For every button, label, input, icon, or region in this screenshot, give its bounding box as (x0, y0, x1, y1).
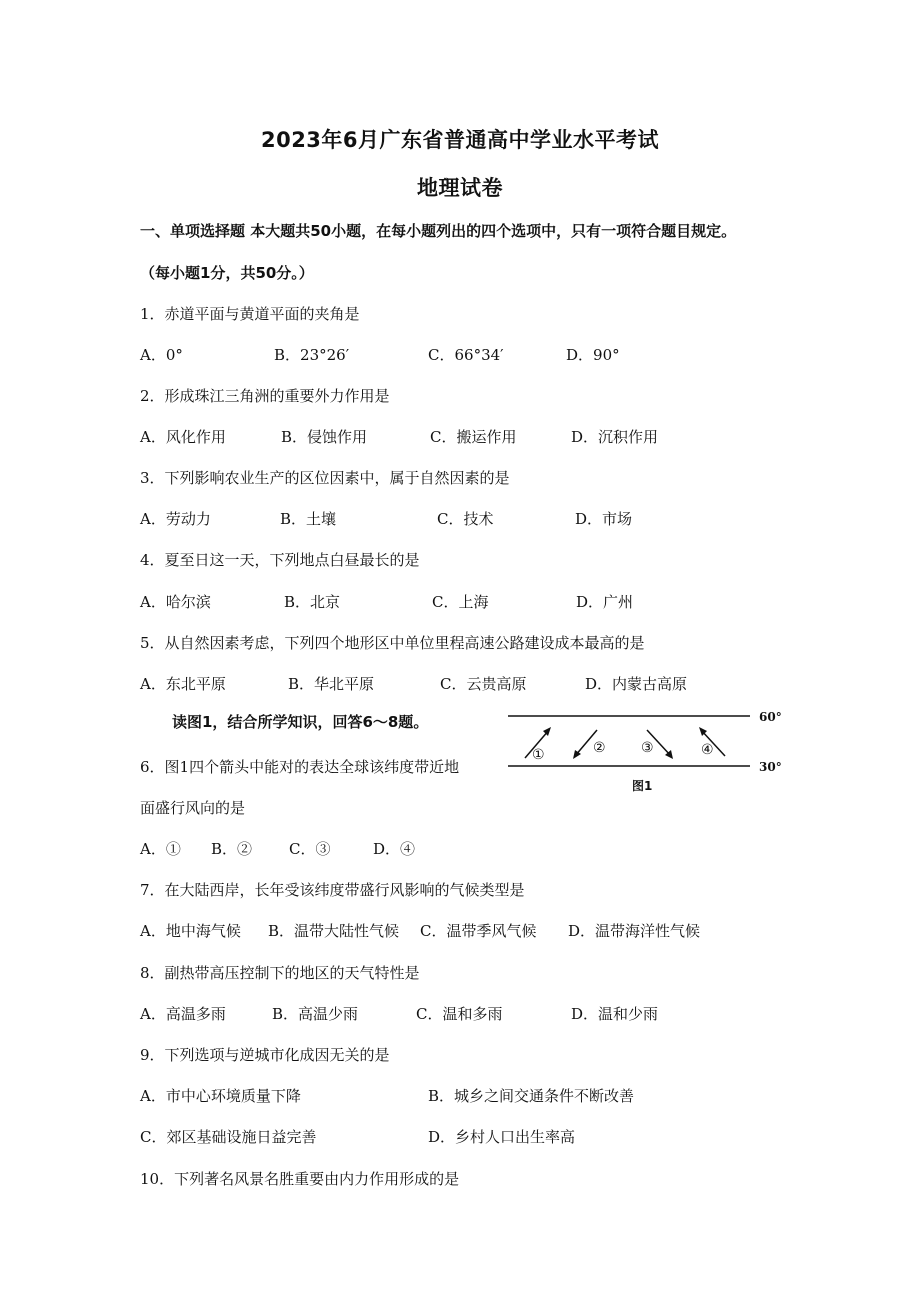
question-stem: 9．下列选项与逆城市化成因无关的是 (140, 1046, 390, 1064)
option-a: A．地中海气候 (140, 922, 241, 940)
question-stem: 2．形成珠江三角洲的重要外力作用是 (140, 387, 390, 405)
option-a: A．东北平原 (140, 675, 226, 693)
read-prompt: 读图1，结合所学知识，回答6～8题。 (172, 713, 429, 731)
option-a: A．劳动力 (140, 510, 211, 528)
label-30: 30° (759, 760, 782, 774)
question-stem: 8．副热带高压控制下的地区的天气特性是 (140, 964, 420, 982)
option-c: C．③ (289, 840, 331, 858)
figure-1-wind-diagram (505, 702, 790, 802)
question-stem: 1．赤道平面与黄道平面的夹角是 (140, 305, 360, 323)
option-d: D．90° (566, 346, 620, 364)
section-note: （每小题1分，共50分。） (140, 264, 314, 282)
option-a: A．0° (140, 346, 183, 364)
option-c: C．上海 (432, 593, 489, 611)
option-d: D．④ (373, 840, 416, 858)
option-b: B．温带大陆性气候 (268, 922, 400, 940)
option-b: B．城乡之间交通条件不断改善 (428, 1087, 635, 1105)
question-stem: 4．夏至日这一天，下列地点白昼最长的是 (140, 551, 420, 569)
option-b: B．② (211, 840, 253, 858)
option-b: B．北京 (284, 593, 341, 611)
option-d: D．广州 (576, 593, 634, 611)
option-c: C．温带季风气候 (420, 922, 537, 940)
option-c: C．66°34′ (428, 346, 504, 364)
question-stem: 5．从自然因素考虑，下列四个地形区中单位里程高速公路建设成本最高的是 (140, 634, 645, 652)
question-stem-continued: 面盛行风向的是 (140, 799, 246, 817)
figure-caption: 图1 (632, 779, 653, 793)
option-a: A．市中心环境质量下降 (140, 1087, 301, 1105)
option-d: D．市场 (575, 510, 633, 528)
exam-title: 2023年6月广东省普通高中学业水平考试 (260, 128, 660, 152)
question-stem: 6．图1四个箭头中能对的表达全球该纬度带近地 (140, 758, 460, 776)
question-stem: 3．下列影响农业生产的区位因素中，属于自然因素的是 (140, 469, 510, 487)
exam-subtitle: 地理试卷 (417, 176, 503, 200)
arrow-2-label: ② (593, 740, 606, 756)
option-c: C．郊区基础设施日益完善 (140, 1128, 317, 1146)
option-d: D．内蒙古高原 (585, 675, 688, 693)
option-c: C．云贵高原 (440, 675, 527, 693)
option-b: B．侵蚀作用 (281, 428, 368, 446)
option-a: A．哈尔滨 (140, 593, 211, 611)
option-c: C．搬运作用 (430, 428, 517, 446)
question-stem: 7．在大陆西岸，长年受该纬度带盛行风影响的气候类型是 (140, 881, 525, 899)
label-60: 60° (759, 710, 782, 724)
option-d: D．温带海洋性气候 (568, 922, 701, 940)
section-heading: 一、单项选择题 本大题共50小题，在每小题列出的四个选项中，只有一项符合题目规定。 (140, 222, 737, 240)
option-b: B．23°26′ (274, 346, 350, 364)
option-d: D．沉积作用 (571, 428, 659, 446)
option-a: A．① (140, 840, 181, 858)
option-a: A．风化作用 (140, 428, 226, 446)
option-a: A．高温多雨 (140, 1005, 226, 1023)
option-b: B．高温少雨 (272, 1005, 359, 1023)
question-stem: 10．下列著名风景名胜重要由内力作用形成的是 (140, 1170, 460, 1188)
option-d: D．乡村人口出生率高 (428, 1128, 576, 1146)
option-b: B．华北平原 (288, 675, 375, 693)
arrow-4-label: ④ (701, 742, 714, 758)
option-b: B．土壤 (280, 510, 337, 528)
option-d: D．温和少雨 (571, 1005, 659, 1023)
arrow-3-label: ③ (641, 740, 654, 756)
arrow-1-label: ① (532, 747, 545, 763)
option-c: C．技术 (437, 510, 494, 528)
option-c: C．温和多雨 (416, 1005, 503, 1023)
